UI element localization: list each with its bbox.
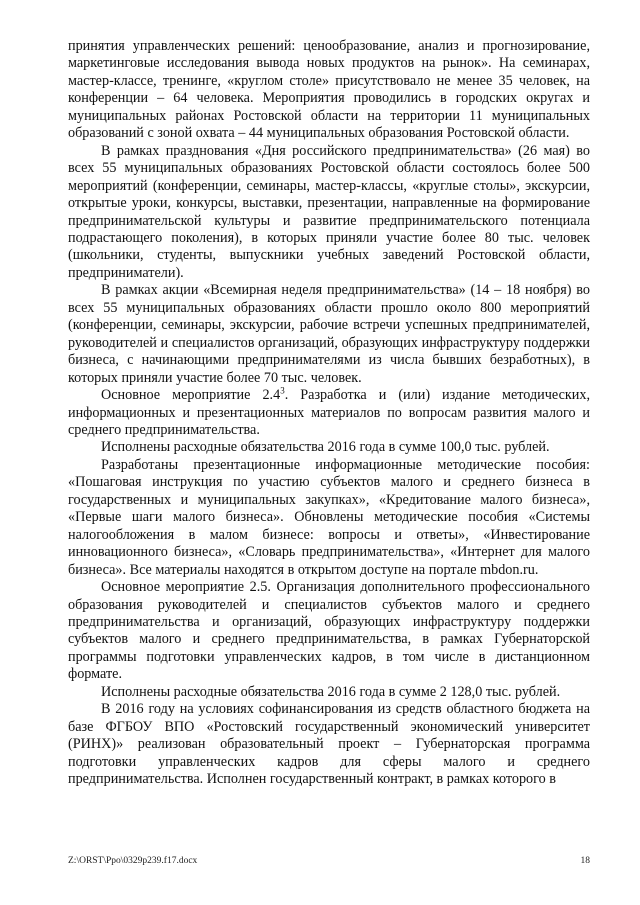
paragraph-1: принятия управленческих решений: ценообразование, анализ и прогнозирование, маркетинговые исследования вывода новых продуктов на рынок». На семинарах, мастер-классе, тренинге, «круглом столе» присутствовало не менее 35 человек, на конференции – 64 человека. Мероприятия проводились в городских округах и муниципальных районах Ростовской области на территории 11 муниципальных образований с зоной охвата – 44 муниципальных образования Ростовской области. bbox=[68, 38, 590, 142]
paragraph-9: В 2016 году на условиях софинансирования из средств областного бюджета на базе ФГБОУ ВПО «Ростовский государственный экономический университет (РИНХ)» реализован образовательный проект – Губернаторская программа подготовки управленческих кадров для сферы малого и среднего предпринимательства. Исполнен государственный контракт, в рамках которого в bbox=[68, 701, 590, 788]
paragraph-6: Разработаны презентационные информационные методические пособия: «Пошаговая инструкция по участию субъектов малого и среднего бизнеса в государственных и муниципальных закупках», «Кредитование малого бизнеса», «Первые шаги малого бизнеса». Обновлены методические пособия «Системы налогообложения в малом бизнесе: вопросы и ответы», «Инвестирование инновационного бизнеса», «Словарь предпринимательства», «Интернет для малого бизнеса». Все материалы находятся в открытом доступе на портале mbdon.ru. bbox=[68, 456, 590, 578]
paragraph-3: В рамках акции «Всемирная неделя предпринимательства» (14 – 18 ноября) во всех 55 муниципальных образованиях области прошло около 800 мероприятий (конференции, семинары, экскурсии, рабочие встречи успешных предпринимателей, руководителей и специалистов организаций, образующих инфраструктуру поддержки бизнеса, с начинающими предпринимателями из числа бывших безработных), в которых приняли участие более 70 тыс. человек. bbox=[68, 282, 590, 386]
paragraph-5: Исполнены расходные обязательства 2016 года в сумме 100,0 тыс. рублей. bbox=[101, 439, 550, 456]
document-body bbox=[68, 38, 590, 788]
footer-file-path: Z:\ORST\Ppo\0329p239.f17.docx bbox=[68, 856, 198, 866]
paragraph-4: Основное мероприятие $2.4^3$. Разработка и (или) издание методических, информационных и презентационных материалов по вопросам развития малого и среднего предпринимательства. bbox=[68, 385, 590, 438]
measure-2-4-label: Основное мероприятие 2.4 bbox=[101, 387, 281, 404]
page-number: 18 bbox=[580, 856, 590, 866]
footnote-ref: 3 bbox=[280, 385, 285, 396]
measure-2-4-text: Разработка и (или) издание методических, информационных и презентационных материалов по вопросам развития малого и среднего предпринимательства. bbox=[68, 387, 590, 438]
paragraph-7: Основное мероприятие 2.5. Организация дополнительного профессионального образования руководителей и специалистов субъектов малого и среднего предпринимательства и организаций, образующих инфраструктуру поддержки субъектов малого и среднего предпринимательства, в рамках Губернаторской программы подготовки управленческих кадров, в том числе в дистанционном формате. bbox=[68, 579, 590, 683]
paragraph-2: В рамках празднования «Дня российского предпринимательства» (26 мая) во всех 55 муниципальных образованиях Ростовской области состоялось более 500 мероприятий (конференции, семинары, мастер-классы, «круглые столы», экскурсии, открытые уроки, конкурсы, выставки, презентации, направленные на формирование предпринимательской культуры и развитие предпринимательского потенциала подрастающего поколения), в которых приняли участие более 80 тыс. человек (школьники, студенты, выпускники учебных заведений Ростовской области, предприниматели). bbox=[68, 142, 590, 281]
paragraph-8: Исполнены расходные обязательства 2016 года в сумме 2 128,0 тыс. рублей. bbox=[101, 683, 561, 700]
